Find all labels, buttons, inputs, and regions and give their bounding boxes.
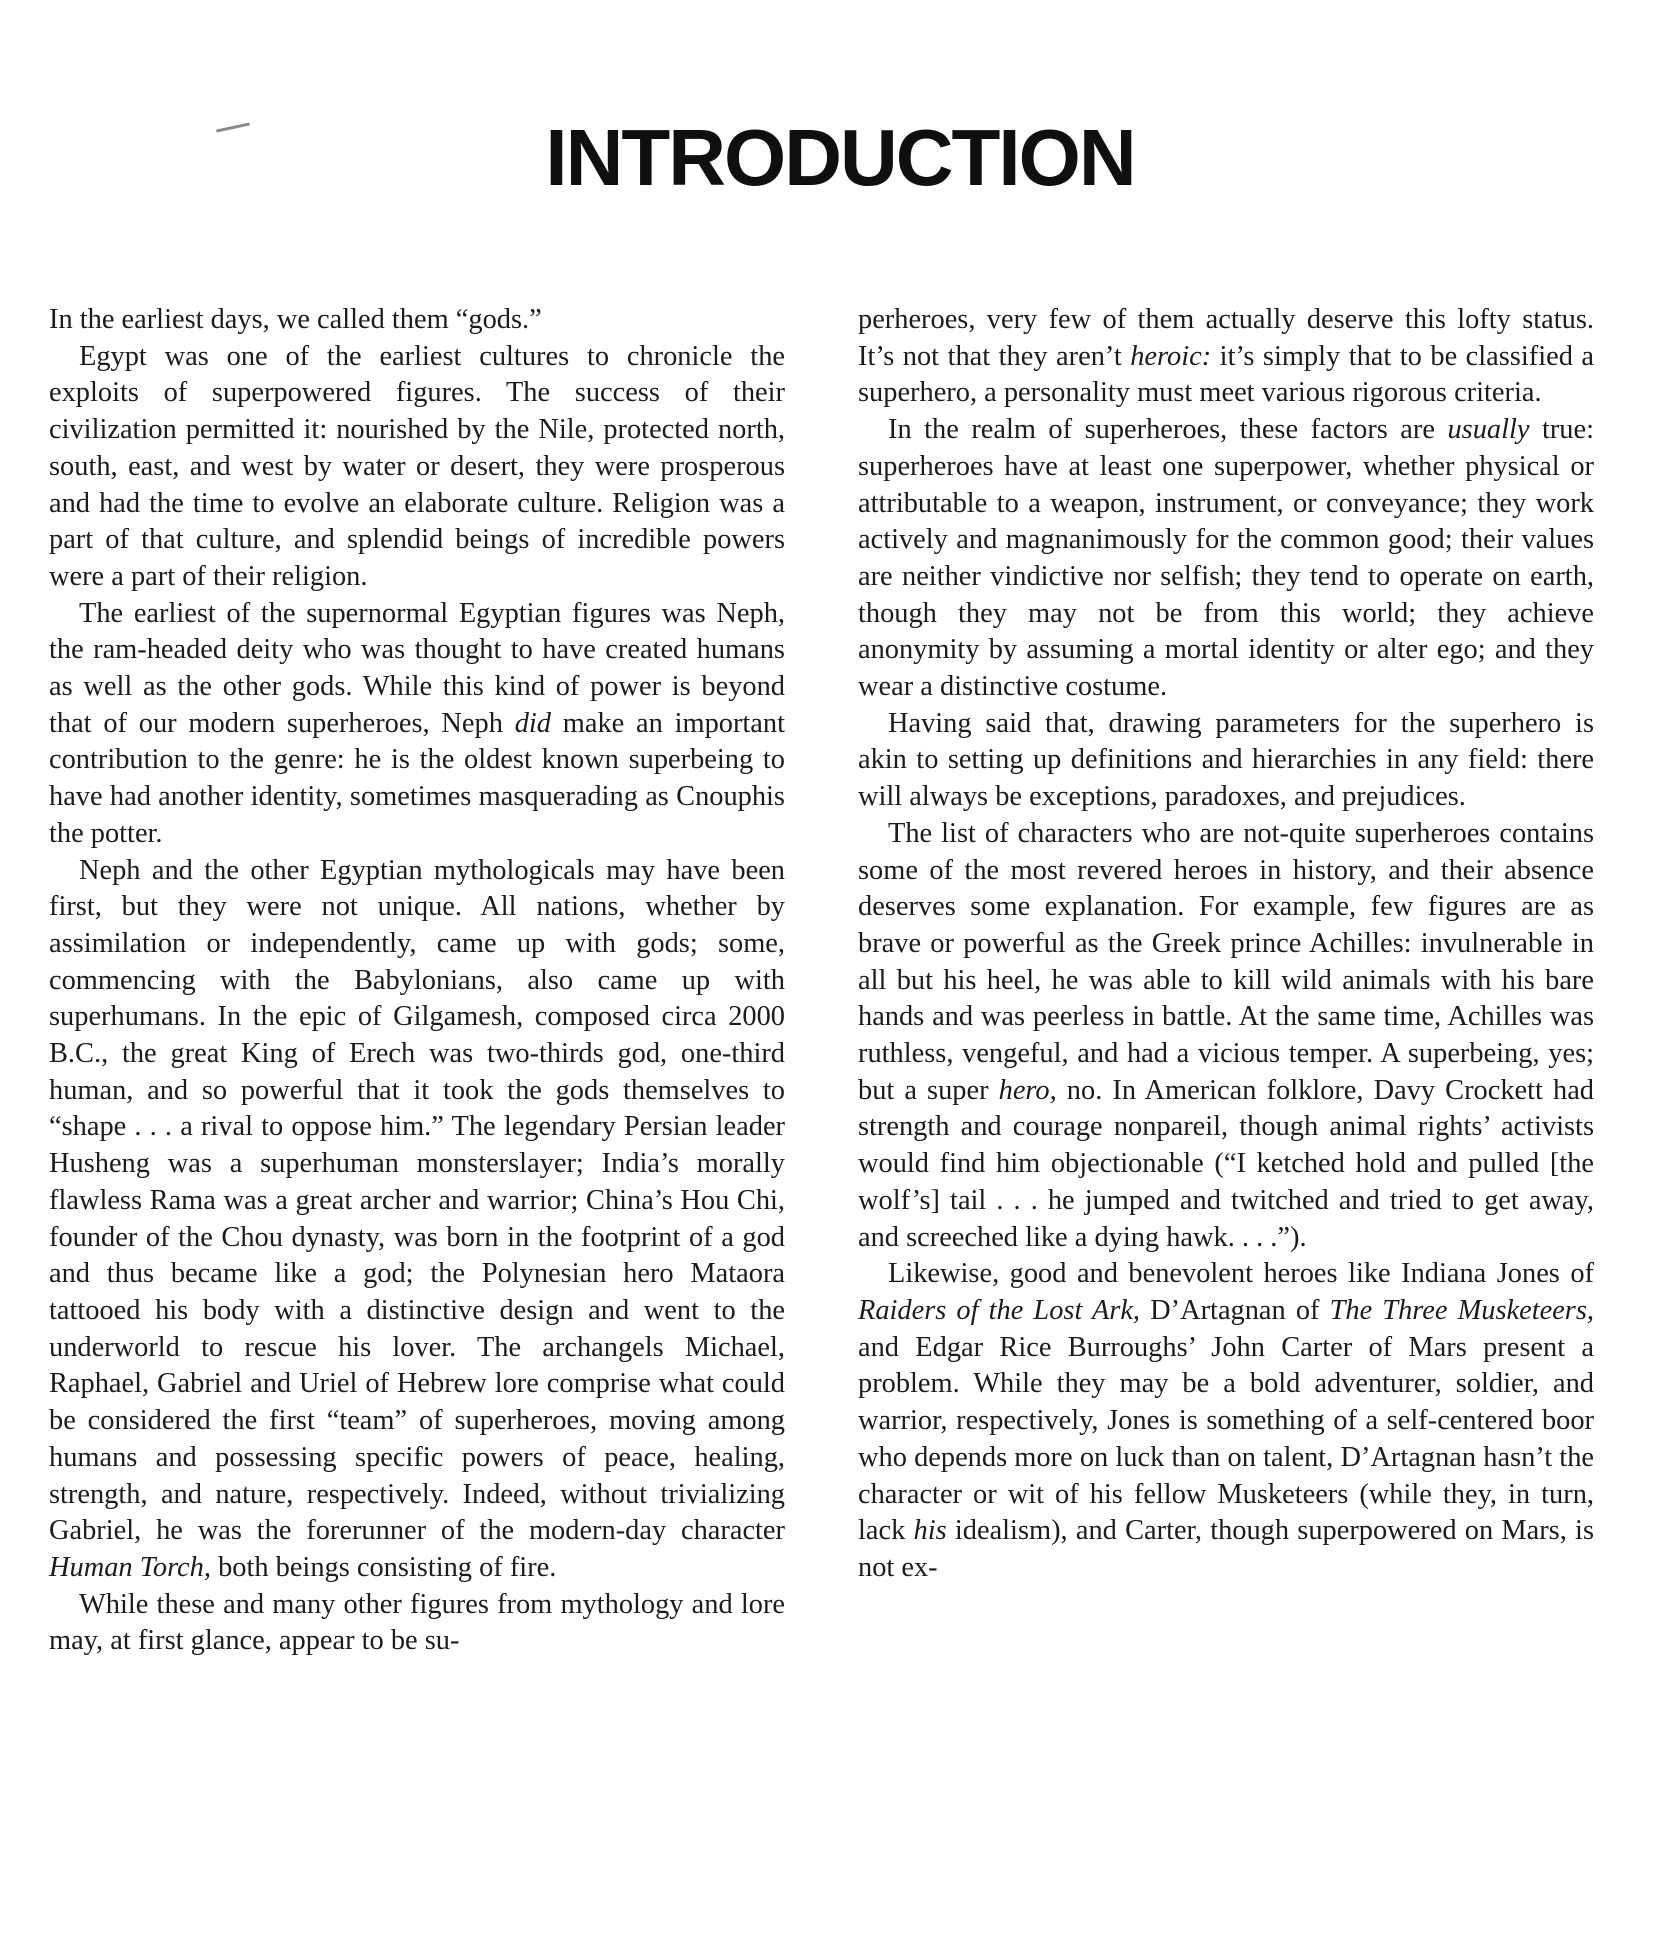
page-title: INTRODUCTION — [545, 113, 1135, 202]
paragraph-mythology-lore: While these and many other figures from mythology and lore may, at first glance, appear to be su- — [49, 1588, 785, 1657]
paragraph-lofty-status: perheroes, very few of them actually deserve this lofty status. It’s not that they aren’t heroic: it’s simply that to be classified a superhero, a personality must meet various rigorous criteria. — [858, 304, 1594, 409]
paragraph-parameters: Having said that, drawing parameters for the superhero is akin to setting up definitions and hierarchies in any field: there will always be exceptions, paradoxes, and prejudices. — [858, 707, 1594, 813]
paragraph-egypt: Egypt was one of the earliest cultures to chronicle the exploits of superpowered figures. The success of their civilization permitted it: nourished by the Nile, protected north, south, east, and west by water or desert, they were prosperous and had the time to evolve an elaborate culture. Religion was a part of that culture, and splendid beings of incredible powers were a part of their religion. — [49, 340, 785, 592]
paragraph-neph: The earliest of the supernormal Egyptian figures was Neph, the ram-headed deity who was thought to have created humans as well as the other gods. While this kind of power is beyond that of our modern superheroes, Neph did make an important contribution to the genre: he is the oldest known superbeing to have had another identity, sometimes masquerading as Cnouphis the potter. — [49, 597, 785, 849]
paragraph-opening: In the earliest days, we called them “gods.” — [49, 304, 542, 335]
paragraph-criteria: In the realm of superheroes, these factors are usually true: superheroes have at least one superpower, whether physical or attributable to a weapon, instrument, or conveyance; they work actively and magnanimously for the common good; their values are neither vindictive nor selfish; they tend to operate on earth, though they may not be from this world; they achieve anonymity by assuming a mortal identity or alter ego; and they wear a distinctive costume. — [858, 414, 1594, 703]
paragraph-other-nations: Neph and the other Egyptian mythologicals may have been first, but they were not unique. All nations, whether by assimilation or independently, came up with gods; some, commencing with the Babylonians, also came up with superhumans. In the epic of Gilgamesh, composed circa 2000 B.C., the great King of Erech was two-thirds god, one-third human, and so powerful that it took the gods themselves to “shape . . . a rival to oppose him.” The legendary Persian leader Husheng was a superhuman monsterslayer; India’s morally flawless Rama was a great archer and warrior; China’s Hou Chi, founder of the Chou dynasty, was born in the footprint of a god and thus became like a god; the Polynesian hero Mataora tattooed his body with a distinctive design and went to the underworld to rescue his lover. The archangels Michael, Raphael, Gabriel and Uriel of Hebrew lore comprise what could be considered the first “team” of superheroes, moving among humans and possessing specific powers of peace, healing, strength, and nature, respectively. Indeed, without trivializing Gabriel, he was the forerunner of the modern-day character Human Torch, both beings consisting of fire. — [49, 854, 785, 1583]
paragraph-not-quite-superheroes: The list of characters who are not-quite superheroes contains some of the most revered heroes in history, and their absence deserves some explanation. For example, few figures are as brave or powerful as the Greek prince Achilles: invulnerable in all but his heel, he was able to kill wild animals with his bare hands and was peerless in battle. At the same time, Achilles was ruthless, vengeful, and had a vicious temper. A superbeing, yes; but a super hero, no. In American folklore, Davy Crockett had strength and courage nonpareil, though animal rights’ activists would find him objectionable (“I ketched hold and pulled [the wolf’s] tail . . . he jumped and twitched and tried to get away, and screeched like a dying hawk. . . .”). — [858, 817, 1594, 1253]
left-text-column — [49, 302, 785, 1660]
right-text-column — [858, 302, 1594, 1587]
paragraph-benevolent-heroes: Likewise, good and benevolent heroes like Indiana Jones of Raiders of the Lost Ark, D’Artagnan of The Three Musketeers, and Edgar Rice Burroughs’ John Carter of Mars present a problem. While they may be a bold adventurer, soldier, and warrior, respectively, Jones is something of a self-centered boor who depends more on luck than on talent, D’Artagnan hasn’t the character or wit of his fellow Musketeers (while they, in turn, lack his idealism), and Carter, though superpowered on Mars, is not ex- — [858, 1258, 1594, 1583]
